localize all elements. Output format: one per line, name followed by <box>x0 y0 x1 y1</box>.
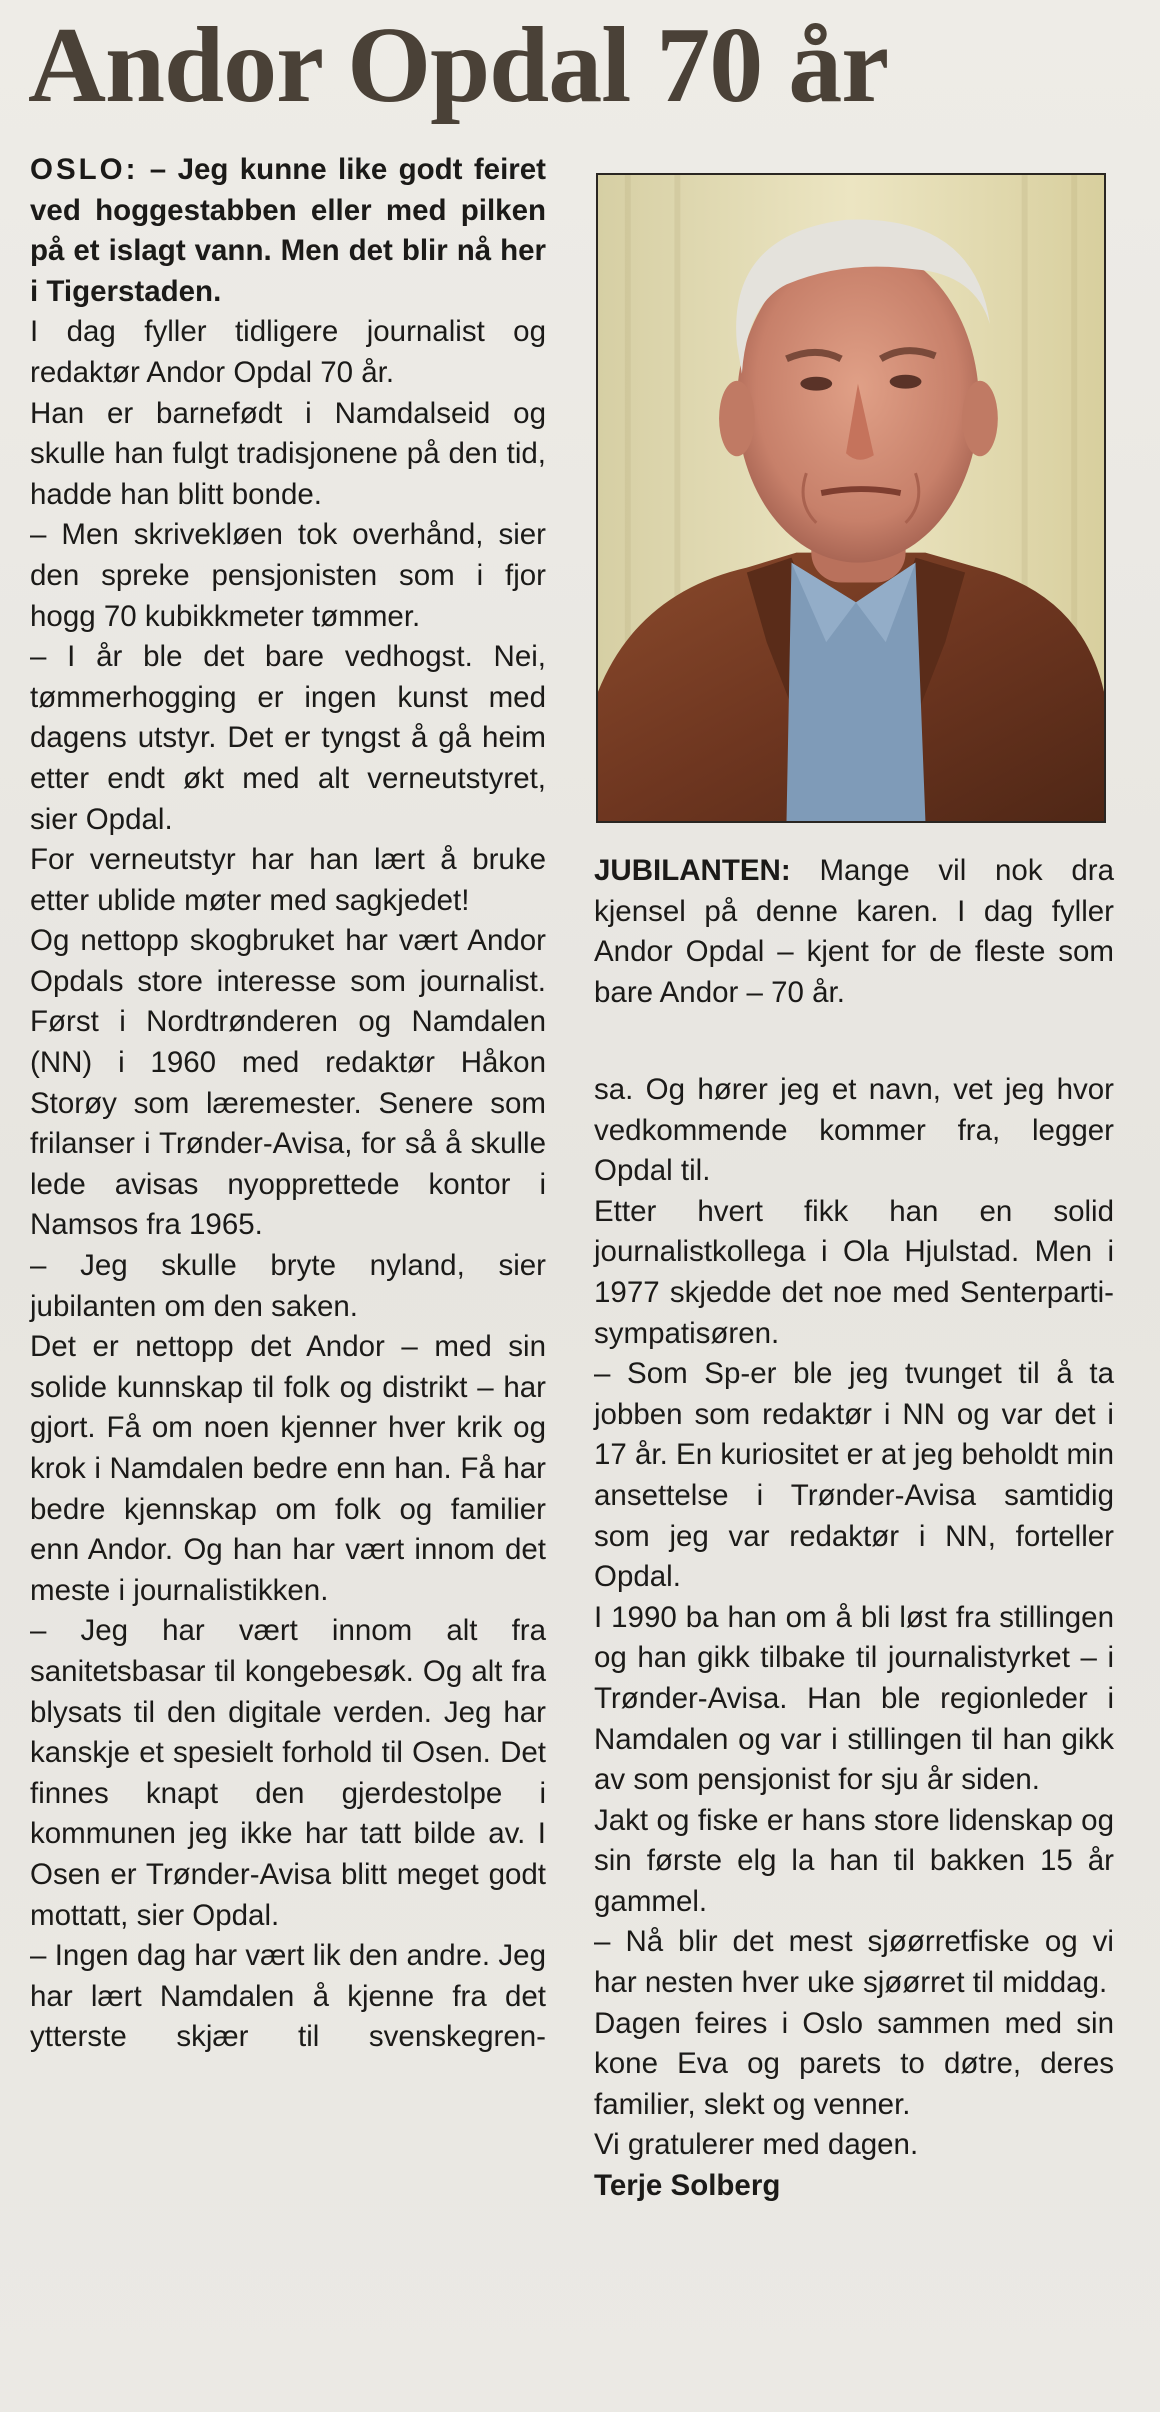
body-paragraph: – Som Sp-er ble jeg tvunget til å ta jobben som redaktør i NN og var det i 17 år. En kuriositet er at jeg beholdt min ansettelse i Trønder-Avisa samtidig som jeg var redaktør i NN, forteller Opdal. <box>594 1357 1114 1594</box>
continued-paragraph <box>594 1070 1114 1192</box>
body-paragraph: – Jeg har vært innom alt fra sanitetsbasar til kongebesøk. Og alt fra blysats til den digitale verden. Jeg har kanskje et spesielt forhold til Osen. Det finnes knapt den gjerdestolpe i kommunen jeg ikke har tatt bilde av. I Osen er Trønder-Avisa blitt meget godt mottatt, sier Opdal. <box>30 1614 546 1932</box>
lead-paragraph <box>30 150 546 312</box>
body-paragraph: Det er nettopp det Andor – med sin solide kunnskap til folk og distrikt – har gjort. Få om noen kjenner hver krik og krok i Namdalen bedre enn han. Få har bedre kjennskap om folk og familier enn Andor. Og han har vært innom det meste i journalistikken. <box>30 1330 546 1607</box>
continued-text: sa. Og hører jeg et navn, vet jeg hvor vedkommende kommer fra, legger Opdal til. <box>594 1073 1114 1188</box>
portrait-photo <box>596 173 1106 823</box>
body-paragraph: Han er barnefødt i Namdalseid og skulle han fulgt tradisjonene på den tid, hadde han blitt bonde. <box>30 396 546 511</box>
caption-paragraph <box>594 851 1114 1013</box>
caption-label: JUBILANTEN: <box>594 854 791 887</box>
body-paragraph: – I år ble det bare vedhogst. Nei, tømmerhogging er ingen kunst med dagens utstyr. Det er tyngst å gå heim etter endt økt med alt verneutstyret, sier Opdal. <box>30 640 546 836</box>
byline: Terje Solberg <box>594 2169 781 2203</box>
body-paragraph: I dag fyller tidligere journalist og redaktør Andor Opdal 70 år. <box>30 315 546 389</box>
body-paragraph: For verneutstyr har han lært å bruke etter ublide møter med sagkjedet! <box>30 843 546 917</box>
lead-text: – Jeg kunne like godt feiret ved hoggestabben eller med pilken på et islagt vann. Men det blir nå her i Tigerstaden. <box>30 153 546 308</box>
right-column <box>594 1070 1114 2207</box>
body-paragraph: – Men skrivekløen tok overhånd, sier den spreke pensjonisten som i fjor hogg 70 kubikkmeter tømmer. <box>30 518 546 633</box>
body-paragraph: Og nettopp skogbruket har vært Andor Opdals store interesse som journalist. Først i Nordtrønderen og Namdalen (NN) i 1960 med redaktør Håkon Storøy som læremester. Senere som frilanser i Trønder-Avisa, for så å skulle lede avisas nyopprettede kontor i Namsos fra 1965. <box>30 924 546 1242</box>
body-paragraph: Jakt og fiske er hans store lidenskap og sin første elg la han til bakken 15 år gammel. <box>594 1803 1114 1918</box>
caption-text: Mange vil nok dra kjensel på denne karen. I dag fyller Andor Opdal – kjent for de fleste som bare Andor – 70 år. <box>594 854 1114 1009</box>
body-paragraph: – Jeg skulle bryte nyland, sier jubilanten om den saken. <box>30 1249 546 1323</box>
photo-caption <box>594 851 1114 1013</box>
body-paragraph: Etter hvert fikk han en solid journalistkollega i Ola Hjulstad. Men i 1977 skjedde det noe med Senterparti-sympatisøren. <box>594 1194 1114 1350</box>
portrait-image <box>598 175 1104 821</box>
body-paragraph: – Ingen dag har vært lik den andre. Jeg har lært Namdalen å kjenne fra det ytterste skjær til svenskegren- <box>30 1939 546 2054</box>
body-paragraph: – Nå blir det mest sjøørretfiske og vi har nesten hver uke sjøørret til middag. <box>594 1925 1114 2000</box>
body-paragraph: Vi gratulerer med dagen. <box>594 2128 919 2162</box>
body-paragraph: Dagen feires i Oslo sammen med sin kone Eva og parets to døtre, deres familier, slekt og venner. <box>594 2006 1114 2121</box>
body-paragraph: I 1990 ba han om å bli løst fra stillingen og han gikk tilbake til journalistyrket – i Trønder-Avisa. Han ble regionleder i Namdalen og var i stillingen til han gikk av som pensjonist for sju år siden. <box>594 1600 1114 1797</box>
dateline: OSLO: <box>30 153 139 186</box>
headline: Andor Opdal 70 år <box>28 6 889 125</box>
left-column <box>30 150 546 2058</box>
